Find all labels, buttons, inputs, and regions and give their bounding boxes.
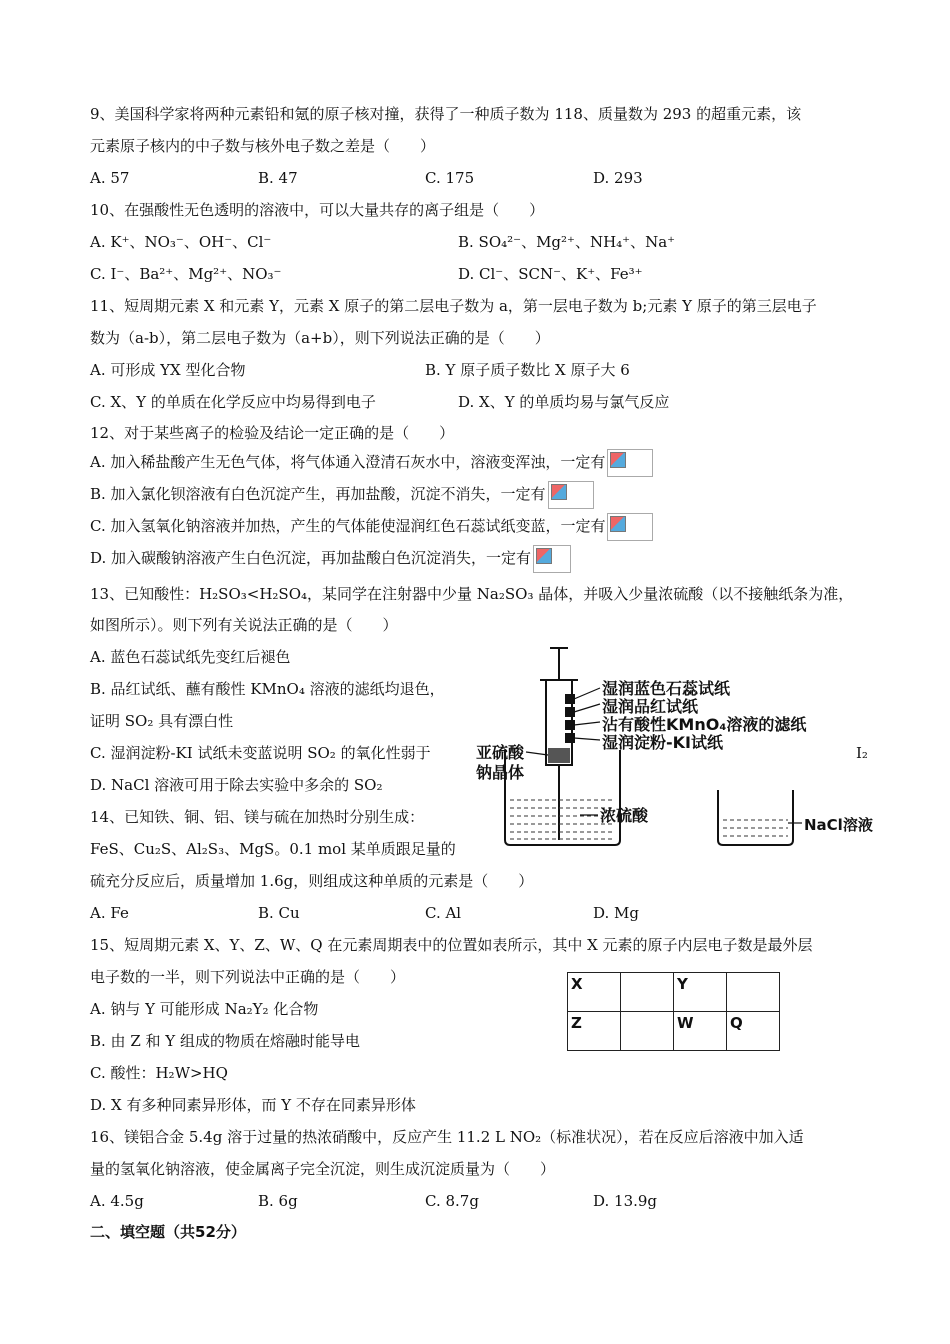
broken-image-icon — [607, 513, 653, 541]
label-sodium-sulfite-2: 钠晶体 — [476, 763, 525, 782]
q11-option-b: B. Y 原子质子数比 X 原子大 6 — [425, 361, 630, 379]
q12-option-d — [90, 545, 571, 573]
q16-stem-line1: 16、镁铝合金 5.4g 溶于过量的热浓硝酸中，反应产生 11.2 L NO₂（标准状况），若在反应后溶液中加入适 — [90, 1128, 804, 1146]
q10-option-a: A. K⁺、NO₃⁻、OH⁻、Cl⁻ — [90, 233, 272, 251]
label-paper-litmus: 湿润蓝色石蕊试纸 — [602, 679, 731, 698]
q13-option-b-line2: 证明 SO₂ 具有漂白性 — [90, 712, 234, 730]
broken-image-icon — [548, 481, 594, 509]
q12-option-c-text: C. 加入氢氧化钠溶液并加热，产生的气体能使湿润红色石蕊试纸变蓝，一定有 — [90, 517, 606, 535]
q9-option-d: D. 293 — [593, 169, 643, 187]
beaker-nacl — [718, 790, 793, 845]
q16-stem-line2: 量的氢氧化钠溶液，使金属离子完全沉淀，则生成沉淀质量为（ ） — [90, 1160, 556, 1178]
q10-stem: 10、在强酸性无色透明的溶液中，可以大量共存的离子组是（ ） — [90, 201, 545, 219]
q9-option-c: C. 175 — [425, 169, 475, 187]
q16-option-b: B. 6g — [258, 1192, 298, 1210]
periodic-table-excerpt — [567, 972, 780, 1051]
q9-option-b: B. 47 — [258, 169, 298, 187]
q9-stem-line1: 9、美国科学家将两种元素铅和氪的原子核对撞，获得了一种质子数为 118、质量数为 293 的超重元素，该 — [90, 105, 802, 123]
q10-option-d: D. Cl⁻、SCN⁻、K⁺、Fe³⁺ — [458, 265, 643, 283]
q12-option-c — [90, 513, 653, 541]
q15-option-c: C. 酸性：H₂W>HQ — [90, 1064, 228, 1082]
section-heading: 二、填空题（共52分） — [90, 1223, 246, 1241]
broken-image-icon — [607, 449, 653, 477]
q15-option-a: A. 钠与 Y 可能形成 Na₂Y₂ 化合物 — [90, 1000, 319, 1018]
table-cell: W — [674, 1012, 727, 1051]
table-cell: X — [568, 973, 621, 1012]
q15-stem-line1: 15、短周期元素 X、Y、Z、W、Q 在元素周期表中的位置如表所示，其中 X 元素的原子内层电子数是最外层 — [90, 936, 813, 954]
q13-stem-line2: 如图所示）。则下列有关说法正确的是（ ） — [90, 616, 398, 634]
q15-option-b: B. 由 Z 和 Y 组成的物质在熔融时能导电 — [90, 1032, 360, 1050]
q12-option-a-text: A. 加入稀盐酸产生无色气体，将气体通入澄清石灰水中，溶液变浑浊，一定有 — [90, 453, 606, 471]
q14-option-c: C. Al — [425, 904, 462, 922]
broken-image-icon — [533, 545, 571, 573]
q15-option-d: D. X 有多种同素异形体，而 Y 不存在同素异形体 — [90, 1096, 416, 1114]
table-cell — [621, 973, 674, 1012]
q15-stem-line2: 电子数的一半，则下列说法中正确的是（ ） — [90, 968, 406, 986]
q12-option-b-text: B. 加入氯化钡溶液有白色沉淀产生，再加盐酸，沉淀不消失，一定有 — [90, 485, 546, 503]
q12-option-d-text: D. 加入碳酸钠溶液产生白色沉淀，再加盐酸白色沉淀消失，一定有 — [90, 549, 532, 567]
q14-stem-line2: FeS、Cu₂S、Al₂S₃、MgS。0.1 mol 某单质跟足量的 — [90, 840, 456, 858]
table-cell: Z — [568, 1012, 621, 1051]
label-paper-magenta: 湿润品红试纸 — [602, 697, 699, 716]
q16-option-c: C. 8.7g — [425, 1192, 479, 1210]
q12-option-b — [90, 481, 594, 509]
q13-option-a: A. 蓝色石蕊试纸先变红后褪色 — [90, 648, 291, 666]
label-nacl-solution: NaCl溶液 — [804, 816, 873, 834]
q13-option-d: D. NaCl 溶液可用于除去实验中多余的 SO₂ — [90, 776, 383, 794]
label-paper-kmno4: 沾有酸性KMnO₄溶液的滤纸 — [602, 715, 807, 734]
q12-option-a — [90, 449, 653, 477]
q9-stem-line2: 元素原子核内的中子数与核外电子数之差是（ ） — [90, 137, 436, 155]
q13-stem-line1: 13、已知酸性：H₂SO₃<H₂SO₄，某同学在注射器中少量 Na₂SO₃ 晶体，并吸入少量浓硫酸（以不接触纸条为准， — [90, 585, 854, 603]
q14-option-a: A. Fe — [90, 904, 129, 922]
q14-option-b: B. Cu — [258, 904, 300, 922]
q11-option-c: C. X、Y 的单质在化学反应中均易得到电子 — [90, 393, 376, 411]
table-cell: Q — [727, 1012, 780, 1051]
table-cell — [727, 973, 780, 1012]
q11-option-d: D. X、Y 的单质均易与氯气反应 — [458, 393, 670, 411]
label-conc-sulfuric-acid: 浓硫酸 — [600, 806, 649, 825]
label-paper-starch-ki: 湿润淀粉-KI试纸 — [602, 733, 723, 752]
q10-option-c: C. I⁻、Ba²⁺、Mg²⁺、NO₃⁻ — [90, 265, 282, 283]
q14-stem-line3: 硫充分反应后，质量增加 1.6g，则组成这种单质的元素是（ ） — [90, 872, 534, 890]
q13-option-c-tail: I₂ — [856, 744, 868, 762]
crystal-deposit — [548, 748, 570, 763]
table-row — [568, 973, 780, 1012]
q11-option-a: A. 可形成 YX 型化合物 — [90, 361, 246, 379]
q14-option-d: D. Mg — [593, 904, 639, 922]
q11-stem-line1: 11、短周期元素 X 和元素 Y，元素 X 原子的第二层电子数为 a，第一层电子数为 b;元素 Y 原子的第三层电子 — [90, 297, 817, 315]
q13-option-c: C. 湿润淀粉-KI 试纸未变蓝说明 SO₂ 的氧化性弱于 — [90, 744, 431, 762]
q16-option-a: A. 4.5g — [90, 1192, 144, 1210]
q13-option-b-line1: B. 品红试纸、蘸有酸性 KMnO₄ 溶液的滤纸均退色， — [90, 680, 445, 698]
table-cell: Y — [674, 973, 727, 1012]
q16-option-d: D. 13.9g — [593, 1192, 658, 1210]
table-cell — [621, 1012, 674, 1051]
q12-stem: 12、对于某些离子的检验及结论一定正确的是（ ） — [90, 424, 455, 442]
q10-option-b: B. SO₄²⁻、Mg²⁺、NH₄⁺、Na⁺ — [458, 233, 676, 251]
table-row — [568, 1012, 780, 1051]
label-sodium-sulfite-1: 亚硫酸 — [476, 743, 525, 762]
q9-option-a: A. 57 — [90, 169, 130, 187]
q14-stem-line1: 14、已知铁、铜、铝、镁与硫在加热时分别生成： — [90, 808, 425, 826]
q11-stem-line2: 数为（a-b），第二层电子数为（a+b），则下列说法正确的是（ ） — [90, 329, 550, 347]
